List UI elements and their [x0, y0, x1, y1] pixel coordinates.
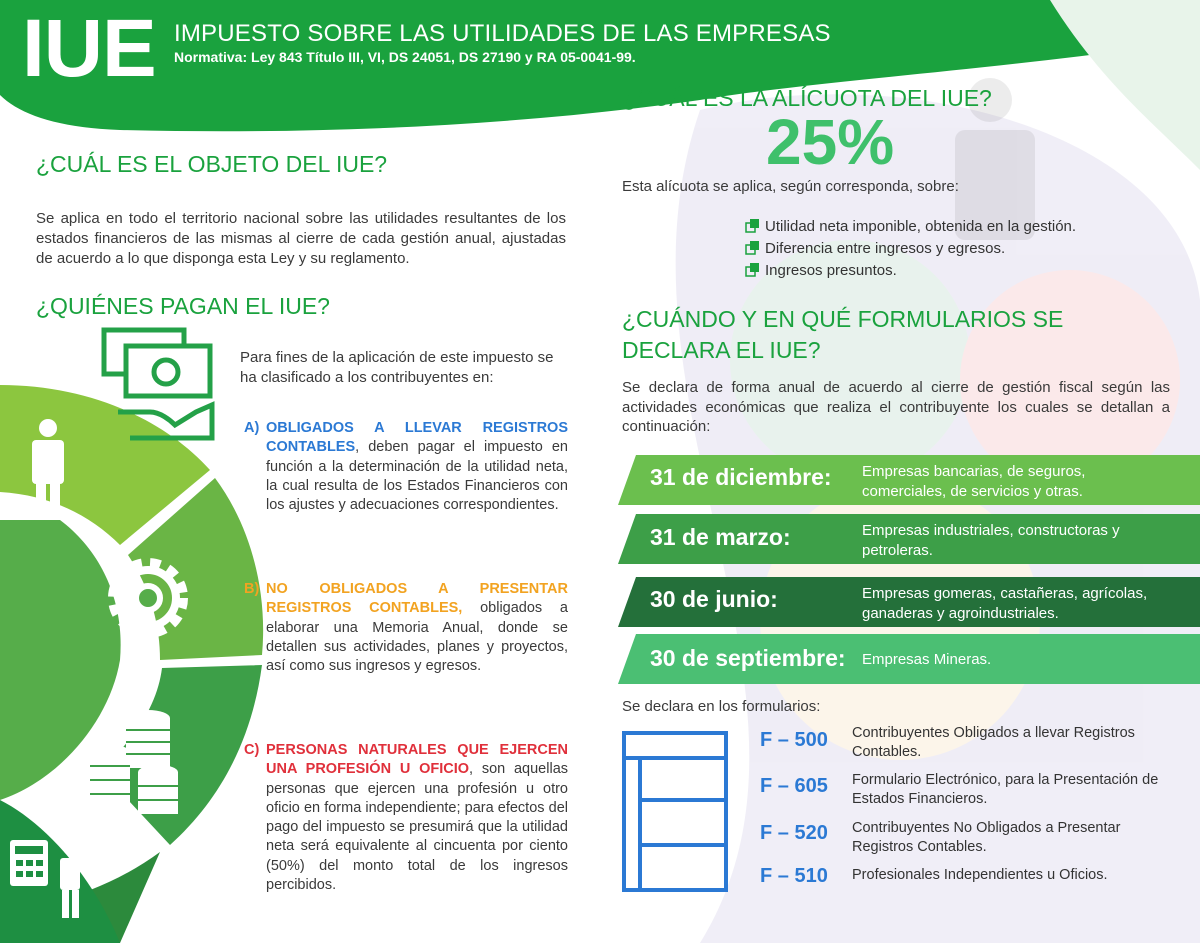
form-desc: Contribuyentes No Obligados a Presentar Registros Contables.	[852, 820, 1121, 855]
quienes-heading: ¿QUIÉNES PAGAN EL IUE?	[36, 293, 330, 319]
option-highlight: PERSONAS NATURALES QUE EJERCEN UNA PROFESIÓN U OFICIO	[266, 742, 568, 778]
cuando-intro: Se declara de forma anual de acuerdo al cierre de gestión fiscal según las actividades económicas que realiza el contribuyente los cuales se detallan a continuación:	[622, 379, 1170, 435]
forms-intro: Se declara en los formularios:	[622, 698, 821, 715]
option-highlight: NO OBLIGADOS A PRESENTAR REGISTROS CONTABLES,	[266, 581, 568, 617]
logo-text: IUE	[22, 3, 156, 94]
deadline-band	[618, 577, 1200, 627]
normativa-text: Normativa: Ley 843 Título III, VI, DS 24051, DS 27190 y RA 05-0041-99.	[174, 49, 636, 65]
deadline-desc: Empresas Mineras.	[862, 651, 992, 668]
form-document-icon	[624, 733, 726, 890]
alicuota-heading: ¿CUÁL ES LA ALÍCUOTA DEL IUE?	[622, 85, 992, 111]
option-letter: C)	[244, 742, 260, 758]
form-desc: Contribuyentes Obligados a llevar Registros Contables.	[852, 725, 1135, 760]
option-text: obligados a elaborar una Memoria Anual, donde se detallen sus actividades, planes y proyectos, así como sus ingresos y egresos.	[266, 600, 569, 675]
quienes-intro: Para fines de la aplicación de este impuesto se ha clasificado a los contribuyentes en:	[240, 349, 554, 386]
option-highlight: OBLIGADOS A LLEVAR REGISTROS CONTABLES	[266, 420, 568, 456]
bullet-item: Ingresos presuntos.	[745, 262, 897, 280]
checkbox-icon	[745, 219, 759, 233]
option-letter: A)	[244, 420, 260, 436]
deadline-desc: Empresas bancarias, de seguros, comerciales, de servicios y otras.	[862, 463, 1086, 500]
alicuota-intro: Esta alícuota se aplica, según corresponda, sobre:	[622, 178, 959, 195]
option-b	[244, 580, 569, 676]
deadline-band	[618, 455, 1200, 505]
deadline-band	[618, 514, 1200, 564]
deadline-date: 30 de junio:	[650, 586, 778, 612]
deadline-band	[618, 634, 1200, 684]
bullet-item: Diferencia entre ingresos y egresos.	[745, 240, 1005, 258]
option-a	[244, 419, 568, 515]
option-c	[244, 741, 569, 895]
deadline-date: 30 de septiembre:	[650, 645, 846, 671]
deadline-desc: Empresas gomeras, castañeras, agrícolas, ganaderas y agroindustriales.	[862, 585, 1148, 622]
deadline-date: 31 de diciembre:	[650, 464, 832, 490]
checkbox-icon	[745, 263, 759, 277]
form-code: F – 510	[760, 865, 828, 887]
bullet-item: Utilidad neta imponible, obtenida en la gestión.	[745, 218, 1076, 236]
option-letter: B)	[244, 581, 260, 597]
checkbox-icon	[745, 241, 759, 255]
objeto-text: Se aplica en todo el territorio nacional sobre las utilidades resultantes de los estados financieros de las mismas al cierre de cada gestión anual, ajustadas de acuerdo a lo que disponga esta Ley y su reglamento.	[36, 210, 566, 267]
form-desc: Formulario Electrónico, para la Presentación de Estados Financieros.	[852, 772, 1159, 807]
page-title: IMPUESTO SOBRE LAS UTILIDADES DE LAS EMPRESAS	[174, 20, 831, 47]
cuando-heading: ¿CUÁNDO Y EN QUÉ FORMULARIOS SE DECLARA EL IUE?	[622, 306, 1064, 363]
option-text: , son aquellas personas que ejercen una profesión u otro oficio en forma independiente; para efectos del pago del impuesto se presumirá que la utilidad neta será equivalente al cincuenta por ciento (50%) del monto total de los ingresos percibidos.	[266, 761, 569, 893]
rate-value: 25%	[766, 106, 895, 178]
form-desc: Profesionales Independientes u Oficios.	[852, 867, 1108, 883]
objeto-heading: ¿CUÁL ES EL OBJETO DEL IUE?	[36, 151, 388, 177]
form-code: F – 520	[760, 822, 828, 844]
deadline-desc: Empresas industriales, constructoras y petroleras.	[862, 522, 1120, 559]
form-code: F – 500	[760, 729, 828, 751]
form-code: F – 605	[760, 775, 828, 797]
deadline-date: 31 de marzo:	[650, 524, 791, 550]
option-text: , deben pagar el impuesto en función a la determinación de la utilidad neta, la cual resulta de los Estados Financieros con los ajustes y adecuaciones correspondientes.	[266, 439, 568, 514]
